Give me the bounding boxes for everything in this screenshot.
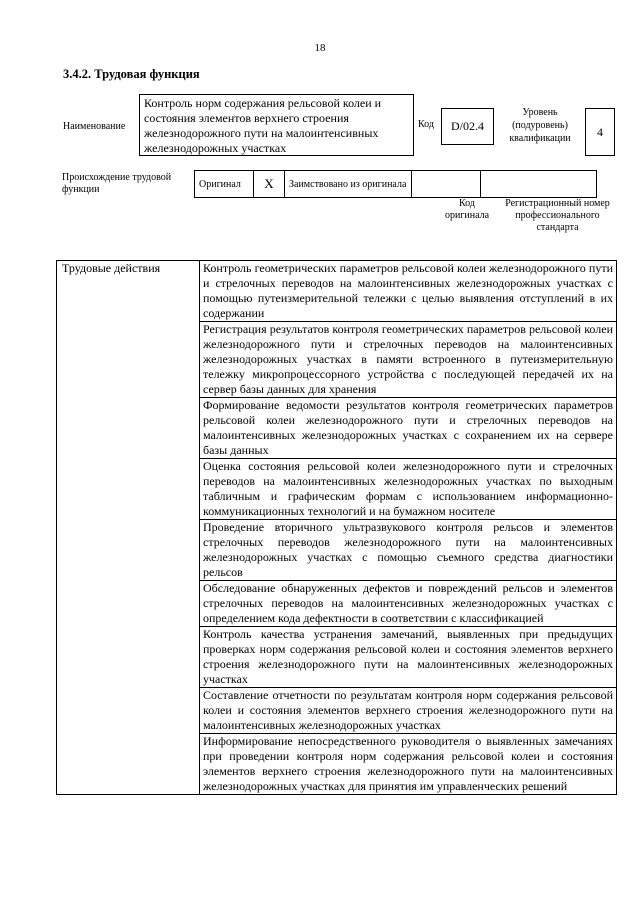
labor-action-item: Обследование обнаруженных дефектов и повреждений рельсов и элементов стрелочных переводов на малоинтенсивных железнодорожных участках с определением кода дефектности в соответствии с классификацией (200, 581, 617, 627)
code-original-label: Код оригинала (444, 198, 490, 221)
labor-action-item: Формирование ведомости результатов контроля геометрических параметров рельсовой колеи железнодорожного пути и стрелочных переводов на малоинтенсивных железнодорожных участках с сохранением их на сервере базы данных (200, 398, 617, 459)
level-label: Уровень (подуровень) квалификации (509, 107, 571, 144)
qualification-level: 4 (585, 108, 615, 156)
code-original-cell (412, 171, 481, 198)
labor-actions-label: Трудовые действия (57, 261, 200, 795)
labor-actions-table (56, 260, 617, 795)
reg-number-cell (481, 171, 597, 198)
origin-table (194, 170, 597, 198)
labor-action-item: Регистрация результатов контроля геометрических параметров рельсовой колеи железнодорожного пути и стрелочных переводов на малоинтенсивных железнодорожных участках в памяти встроенного в путеизмерительную тележку микропроцессорного устройства с последующей передачей их на сервер базы данных для хранения (200, 322, 617, 398)
name-label: Наименование (63, 121, 126, 132)
function-name: Контроль норм содержания рельсовой колеи и состояния элементов верхнего строения железнодорожного пути на малоинтенсивных железнодорожных участках (139, 94, 414, 156)
borrowed-label: Заимствовано из оригинала (285, 171, 412, 198)
original-mark: X (254, 171, 285, 198)
code-label: Код (418, 119, 434, 130)
section-title: 3.4.2. Трудовая функция (63, 67, 200, 81)
reg-number-label: Регистрационный номер профессионального стандарта (505, 198, 610, 233)
labor-action-item: Оценка состояния рельсовой колеи железнодорожного пути и стрелочных переводов на малоинтенсивных железнодорожных участках по выходным табличным и графическим формам с использованием информационно-коммуникационных технологий и на бумажном носителе (200, 459, 617, 520)
original-label: Оригинал (195, 171, 254, 198)
labor-action-item: Контроль геометрических параметров рельсовой колеи железнодорожного пути и стрелочных переводов на малоинтенсивных железнодорожных участках с помощью путеизмерительной тележки с целью выявления отступлений в их содержании (200, 261, 617, 322)
labor-action-item: Составление отчетности по результатам контроля норм содержания рельсовой колеи и состояния элементов верхнего строения железнодорожного пути на малоинтенсивных железнодорожных участках (200, 688, 617, 734)
origin-label: Происхождение трудовой функции (62, 172, 172, 195)
labor-action-item: Контроль качества устранения замечаний, выявленных при предыдущих проверках норм содержания рельсовой колеи и состояния элементов верхнего строения железнодорожного пути на малоинтенсивных железнодорожных участках (200, 627, 617, 688)
labor-action-item: Информирование непосредственного руководителя о выявленных замечаниях при проведении контроля норм содержания рельсовой колеи и состояния элементов верхнего строения железнодорожного пути на малоинтенсивных железнодорожных участках для принятия им управленческих решений (200, 734, 617, 795)
labor-action-item: Проведение вторичного ультразвукового контроля рельсов и элементов стрелочных переводов железнодорожного пути на малоинтенсивных железнодорожных участках с помощью съемного средства диагностики рельсов (200, 520, 617, 581)
function-code: D/02.4 (441, 108, 494, 145)
page-number: 18 (314, 42, 326, 54)
